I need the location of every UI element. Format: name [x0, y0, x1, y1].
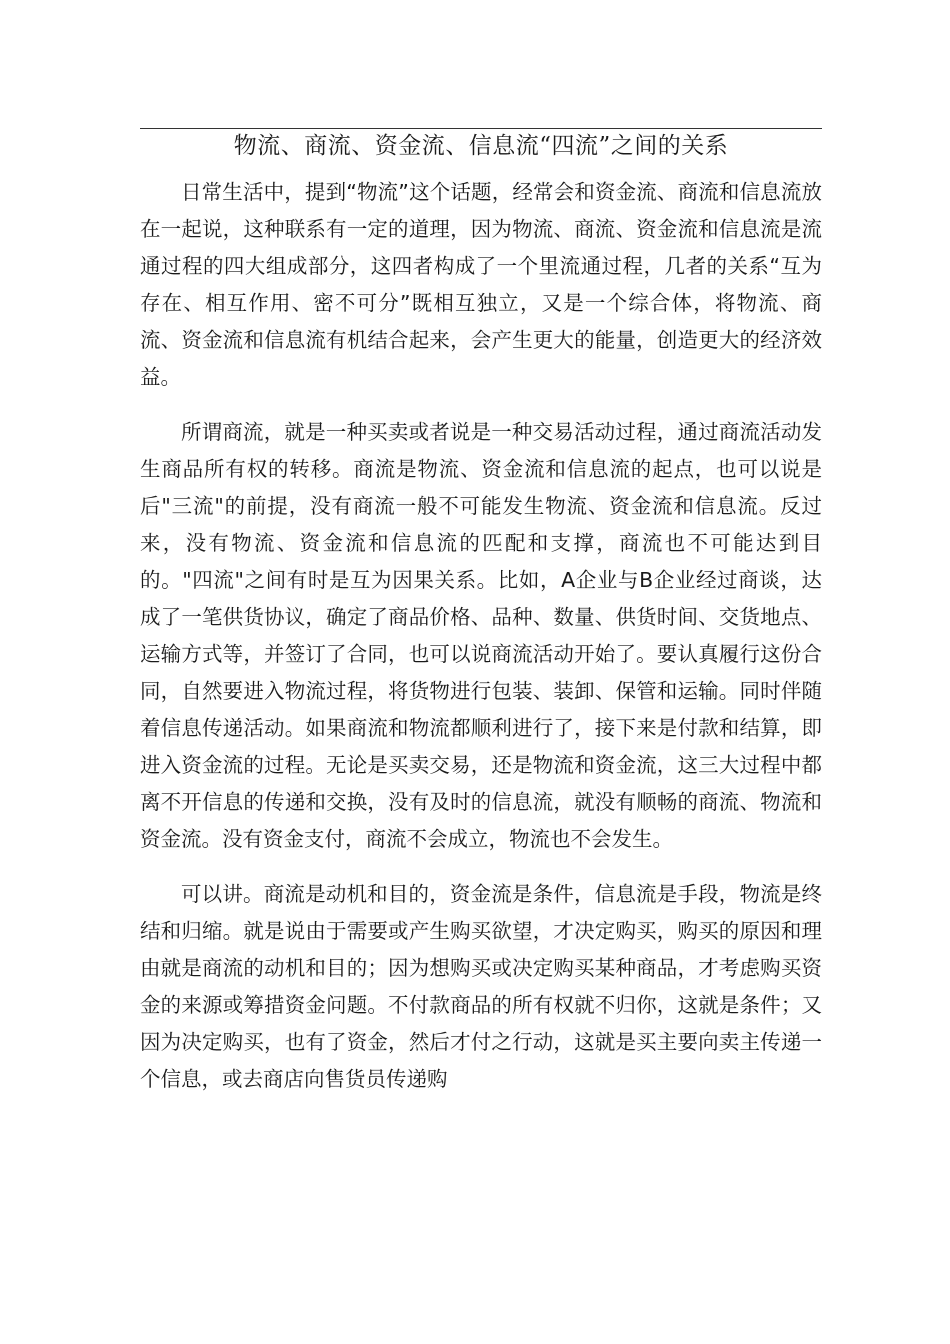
paragraph-commercial-flow: 所谓商流，就是一种买卖或者说是一种交易活动过程，通过商流活动发生商品所有权的转移。商流是物流、资金流和信息流的起点，也可以说是后"三流"的前提，没有商流一般不可能发生物流、资金流和信息流。反过来，没有物流、资金流和信息流的匹配和支撑，商流也不可能达到目的。"四流"之间有时是互为因果关系。比如，A企业与B企业经过商谈，达成了一笔供货协议，确定了商品价格、品种、数量、供货时间、交货地点、运输方式等，并签订了合同，也可以说商流活动开始了。要认真履行这份合同，自然要进入物流过程，将货物进行包装、装卸、保管和运输。同时伴随着信息传递活动。如果商流和物流都顺利进行了，接下来是付款和结算，即进入资金流的过程。无论是买卖交易，还是物流和资金流，这三大过程中都离不开信息的传递和交换，没有及时的信息流，就没有顺畅的商流、物流和资金流。没有资金支付，商流不会成立，物流也不会发生。: [140, 420, 822, 851]
document-body: [140, 174, 822, 1116]
paragraph-flow-roles: 可以讲。商流是动机和目的，资金流是条件，信息流是手段，物流是终结和归缩。就是说由于需要或产生购买欲望，才决定购买，购买的原因和理由就是商流的动机和目的；因为想购买或决定购买某种商品，才考虑购买资金的来源或筹措资金问题。不付款商品的所有权就不归你，这就是条件；又因为决定购买，也有了资金，然后才付之行动，这就是买主要向卖主传递一个信息，或去商店向售货员传递购: [140, 882, 822, 1091]
paragraph-four-flows-overview: 日常生活中，提到“物流”这个话题，经常会和资金流、商流和信息流放在一起说，这种联系有一定的道理，因为物流、商流、资金流和信息流是流通过程的四大组成部分，这四者构成了一个里流通过程，几者的关系“互为存在、相互作用、密不可分”既相互独立，又是一个综合体，将物流、商流、资金流和信息流有机结合起来，会产生更大的能量，创造更大的经济效益。: [140, 180, 822, 389]
document-title: 物流、商流、资金流、信息流“四流”之间的关系: [233, 133, 729, 159]
